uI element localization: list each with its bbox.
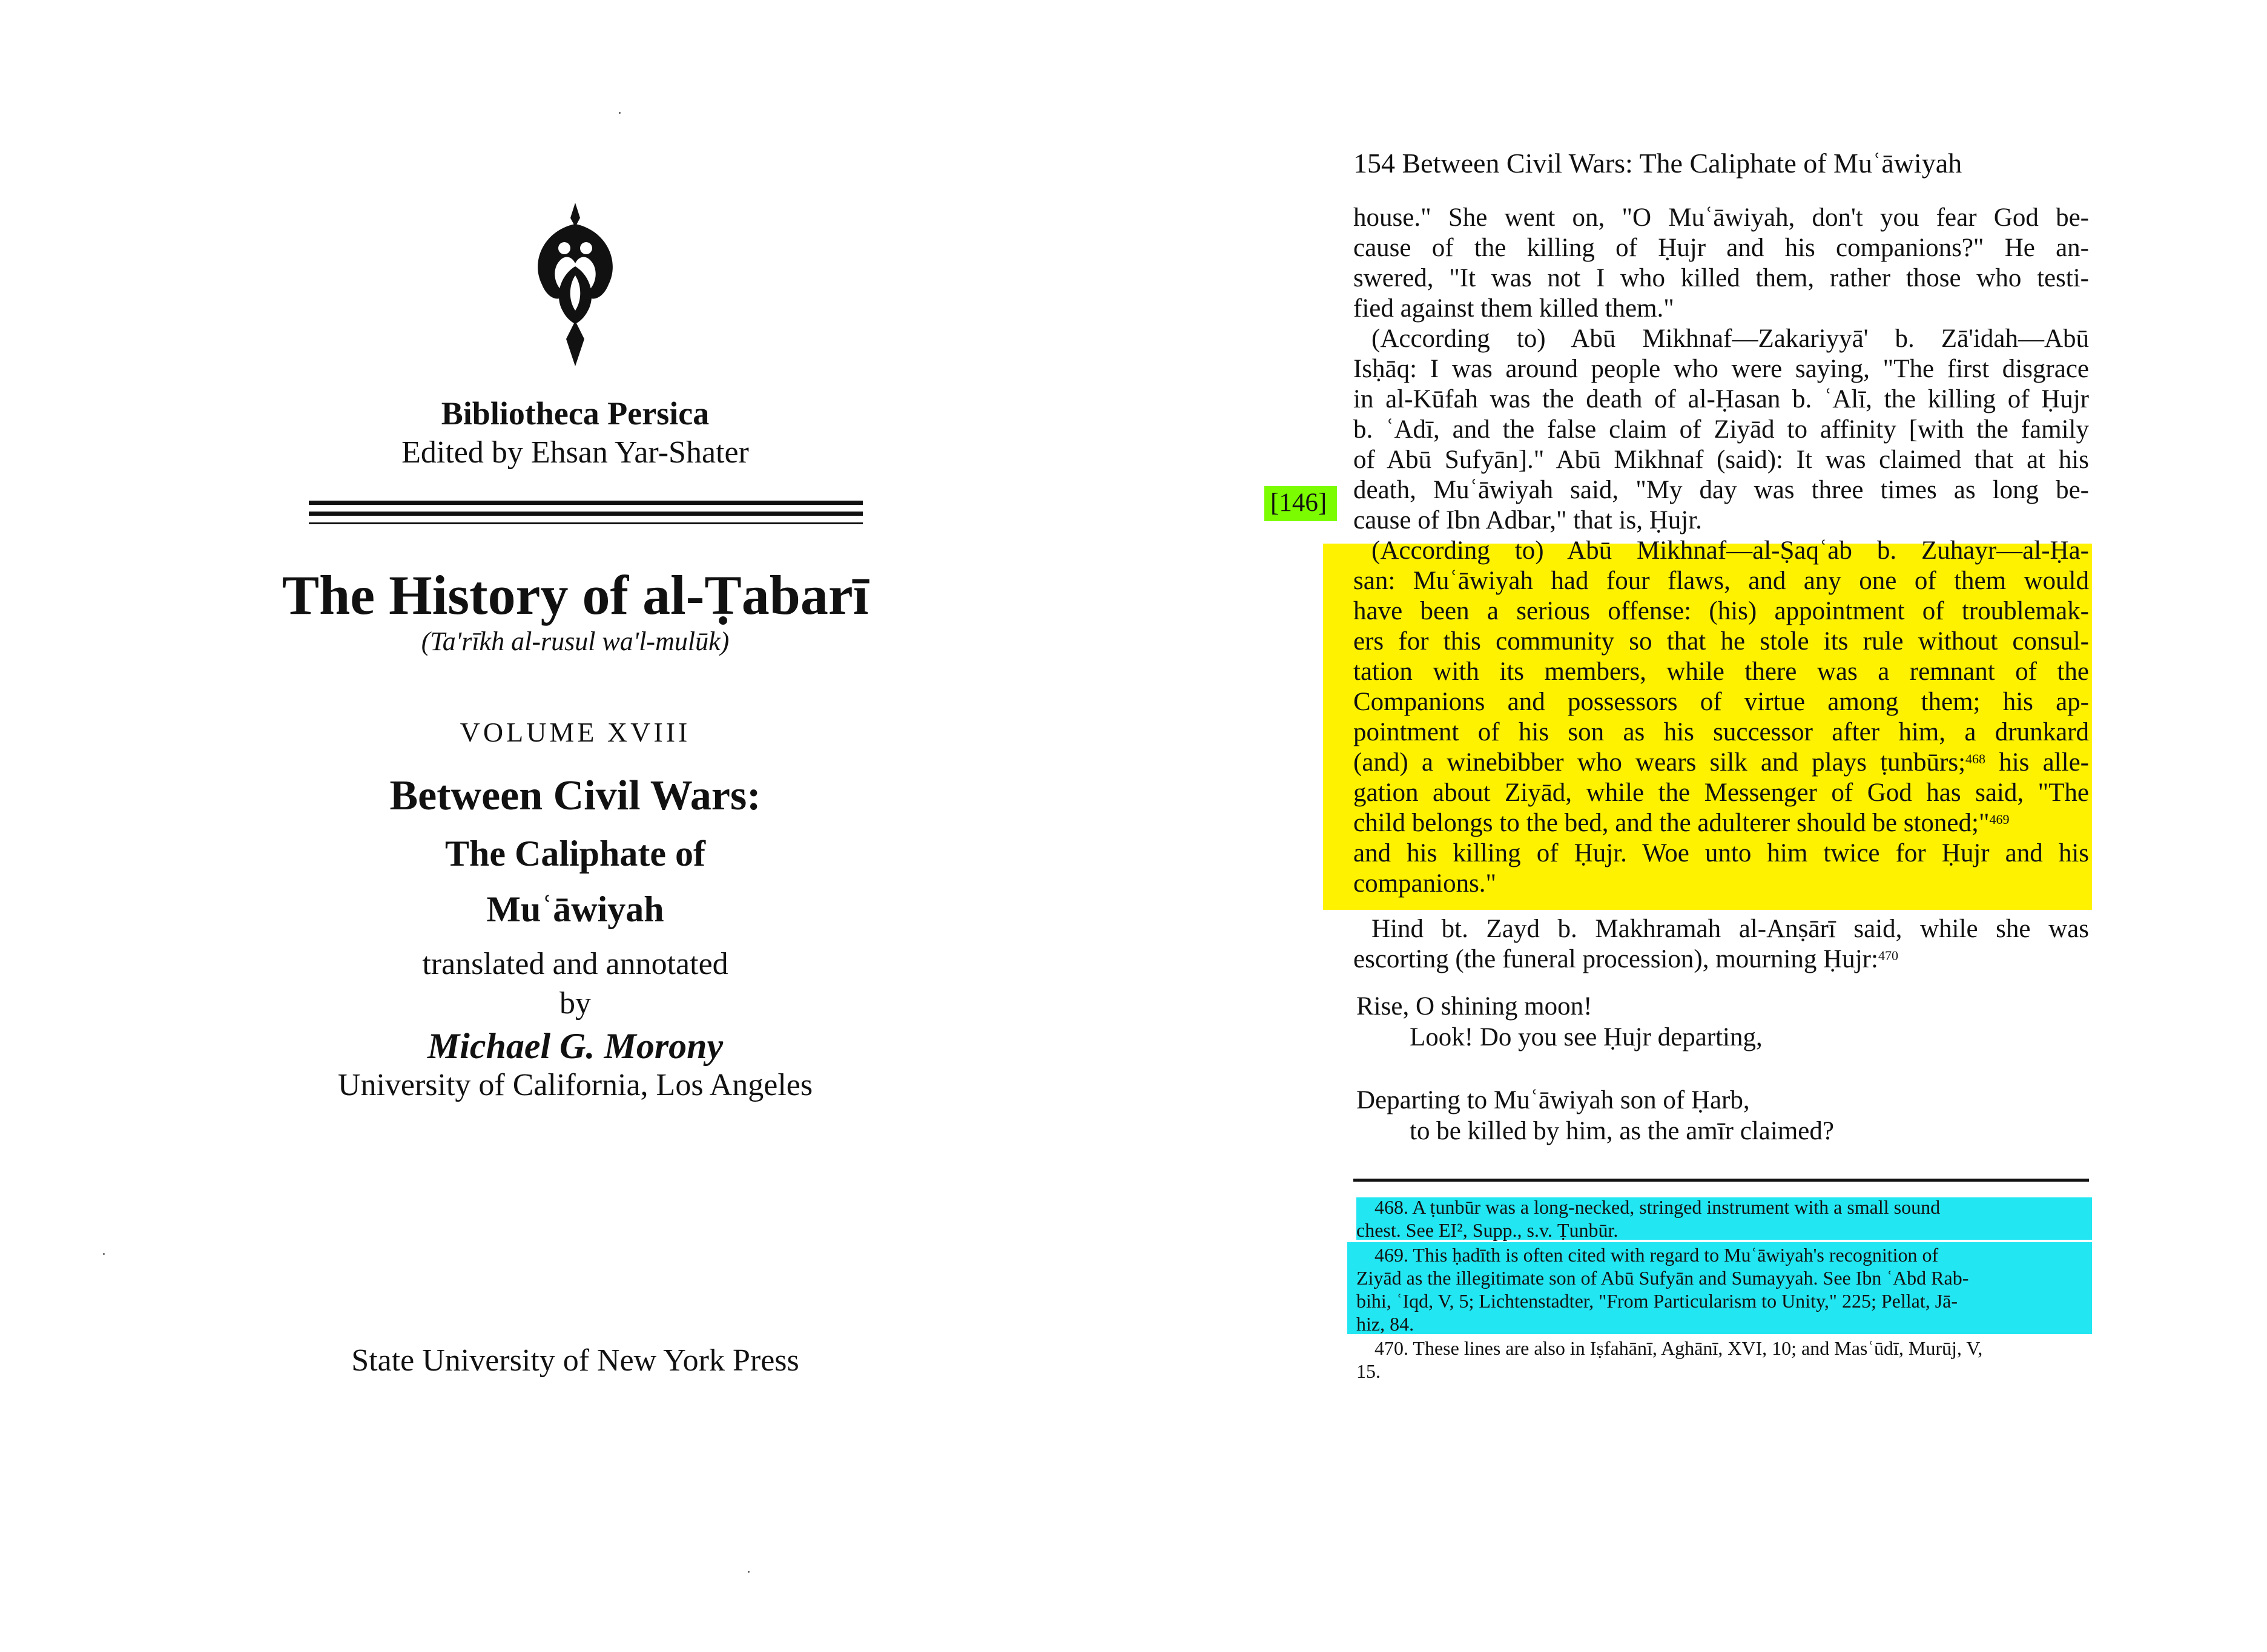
highlighted-line: gation about Ziyād, while the Messenger of God has said, "The [1353,778,2089,807]
verse-line: Rise, O shining moon! [1356,992,1592,1021]
subtitle-line-3: Muʿāwiyah [486,889,664,929]
subtitle-line-1: Between Civil Wars: [389,772,761,819]
double-rule-bottom [309,522,863,524]
author-affiliation: University of California, Los Angeles [337,1068,813,1102]
highlighted-line [1353,748,2089,778]
highlighted-line: san: Muʿāwiyah had four flaws, and any one of them would [1353,567,2089,595]
highlighted-line: (According to) Abū Mikhnaf—al-Ṣaqʿab b. Zuhayr—al-Ḥa- [1371,536,2089,565]
body-line: cause of the killing of Ḥujr and his companions?" He an- [1353,234,2089,262]
scan-speck [103,1253,105,1255]
highlighted-line-text: (and) a winebibber who wears silk and plays ṭunbūrs; [1353,748,1966,777]
series-title: Bibliotheca Persica [441,395,710,432]
highlighted-line: pointment of his son as his successor after him, a drunkard [1353,718,2089,746]
body-line: death, Muʿāwiyah said, "My day was three times as long be- [1353,476,2089,504]
subtitle-line-2: The Caliphate of [444,834,706,874]
verse-line: Departing to Muʿāwiyah son of Ḥarb, [1356,1086,1750,1114]
body-line: fied against them killed them." [1353,294,1674,323]
verse-line: to be killed by him, as the amīr claimed? [1410,1117,1834,1145]
highlighted-line: and his killing of Ḥujr. Woe unto him twice for Ḥujr and his [1353,839,2089,867]
publisher: State University of New York Press [351,1343,799,1378]
body-line: b. ʿAdī, and the false claim of Ziyād to affinity [with the family [1353,415,2089,444]
margin-page-reference: [146] [1270,489,1327,517]
highlighted-line-text: child belongs to the bed, and the adulterer should be stoned;" [1353,809,1990,837]
footnote-ref-468[interactable]: 468 [1965,751,1986,766]
series-editor: Edited by Ehsan Yar-Shater [401,435,749,470]
scan-speck [748,1571,750,1573]
highlighted-line [1353,808,2089,838]
arabesque-ornament-icon [533,203,618,366]
body-line: swered, "It was not I who killed them, rather those who testi- [1353,264,2089,292]
footnote-470-line: 15. [1356,1360,1381,1382]
footnote-468-line: chest. See EI², Supp., s.v. Ṭunbūr. [1356,1219,1619,1241]
running-header: 154 Between Civil Wars: The Caliphate of Muʿāwiyah [1353,148,1962,179]
verse-line: Look! Do you see Ḥujr departing, [1410,1023,1763,1051]
highlighted-line: companions." [1353,869,1497,898]
footnote-ref-469[interactable]: 469 [1989,812,2010,827]
body-line-text: escorting (the funeral procession), mourning Ḥujr: [1353,945,1878,973]
volume-number: VOLUME XVIII [460,717,691,748]
body-line: (According to) Abū Mikhnaf—Zakariyyā' b. Zā'idah—Abū [1371,324,2089,353]
footnote-469-line: hiz, 84. [1356,1313,1414,1335]
body-line: in al-Kūfah was the death of al-Ḥasan b. ʿAlī, the killing of Ḥujr [1353,385,2089,413]
body-line: of Abū Sufyān]." Abū Mikhnaf (said): It was claimed that at his [1353,446,2089,474]
book-title: The History of al-Ṭabarī [282,564,869,626]
author-name: Michael G. Morony [427,1026,724,1066]
by-label: by [559,986,591,1021]
highlighted-line: have been a serious offense: (his) appointment of troublemak- [1353,597,2089,625]
footnote-rule [1353,1179,2089,1182]
highlighted-line: Companions and possessors of virtue among them; his ap- [1353,688,2089,716]
highlighted-line: ers for this community so that he stole its rule without consul- [1353,627,2089,656]
highlighted-line: tation with its members, while there was a remnant of the [1353,657,2089,686]
original-title: (Ta'rīkh al-rusul wa'l-mulūk) [421,627,730,656]
double-rule-middle [309,512,863,516]
body-line [1353,944,2089,975]
scan-speck [619,112,621,114]
footnote-468-line: 468. A ṭunbūr was a long-necked, stringed instrument with a small sound [1374,1196,1941,1218]
body-line: Hind bt. Zayd b. Makhramah al-Anṣārī said, while she was [1371,915,2089,943]
footnote-ref-470[interactable]: 470 [1878,948,1898,963]
footnote-469-line: 469. This ḥadīth is often cited with regard to Muʿāwiyah's recognition of [1374,1244,1939,1266]
body-line: Isḥāq: I was around people who were saying, "The first disgrace [1353,355,2089,383]
footnote-469-line: bihi, ʿIqd, V, 5; Lichtenstadter, "From Particularism to Unity," 225; Pellat, Jā- [1356,1290,1958,1312]
body-line: cause of Ibn Adbar," that is, Ḥujr. [1353,506,1702,535]
body-line: house." She went on, "O Muʿāwiyah, don't you fear God be- [1353,203,2089,232]
translated-by: translated and annotated [422,947,728,981]
footnote-470-line: 470. These lines are also in Iṣfahānī, Aghānī, XVI, 10; and Masʿūdī, Murūj, V, [1374,1337,1983,1359]
double-rule-top [309,501,863,505]
footnote-469-line: Ziyād as the illegitimate son of Abū Sufyān and Sumayyah. See Ibn ʿAbd Rab- [1356,1267,1969,1289]
highlighted-line-tail: his alle- [1985,748,2089,777]
